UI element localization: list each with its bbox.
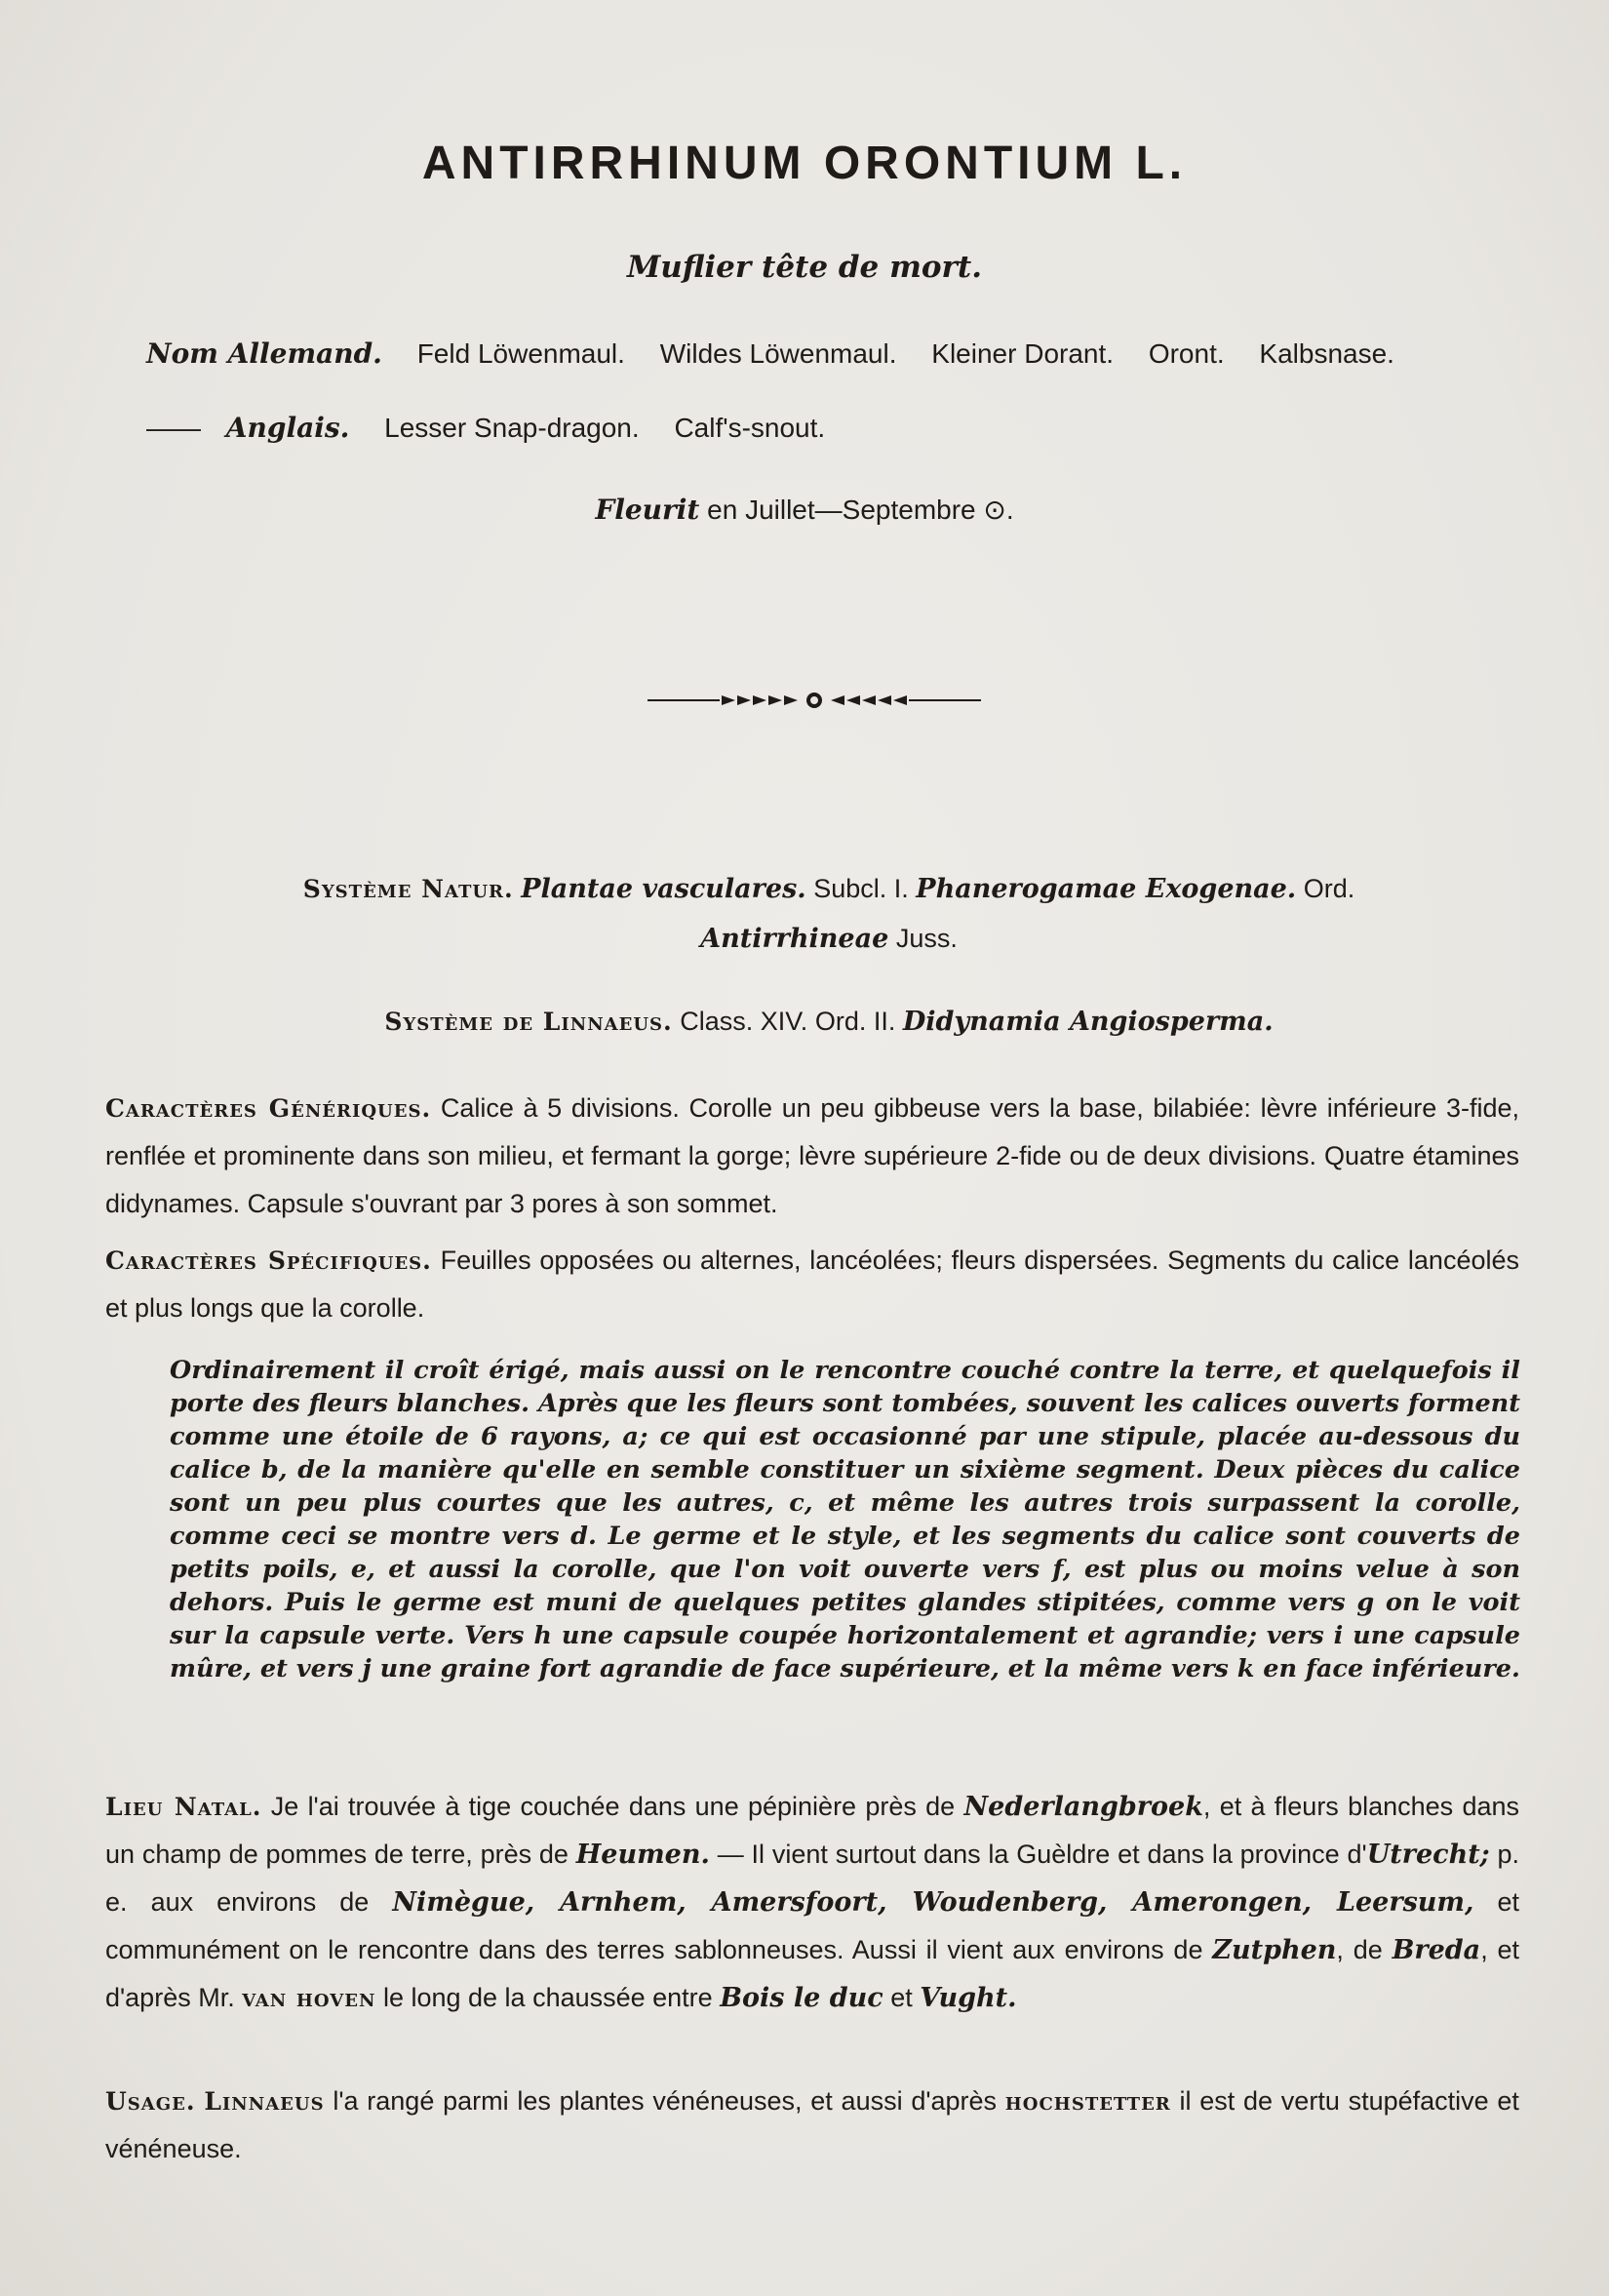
english-name: Lesser Snap-dragon. — [384, 413, 640, 443]
generic-label: Caractères Génériques. — [105, 1094, 432, 1123]
habitat-text: , de — [1336, 1935, 1383, 1964]
english-label: Anglais. — [225, 412, 350, 444]
place-name: Vught. — [920, 1983, 1017, 2013]
place-name: Bois le duc — [720, 1983, 883, 2013]
german-name: Feld Löwenmaul. — [416, 338, 625, 369]
habitat-text: Je l'ai trouvée à tige couchée dans une pépinière près de — [270, 1792, 956, 1821]
generic-characters — [105, 1085, 1519, 1228]
natural-system-part: Plantae vasculares. — [521, 874, 806, 904]
page-title: ANTIRRHINUM ORONTIUM L. — [421, 138, 1188, 189]
habitat-text: , et d'après Mr. — [105, 1935, 1520, 2012]
observation-paragraph: Ordinairement il croît érigé, mais aussi on le rencontre couché contre la terre, et quelquefois il porte des fleurs blanches. Après que les fleurs sont tombées, souvent les calices ouverts forment comme une étoile de 6 rayons, a; ce qui est occasionné par une stipule, placée au-dessous du calice b, de la manière qu'elle en semble constituer un sixième segment. Deux pièces du calice sont un peu plus courtes que les autres, c, et même les autres trois surpassent la corolle, comme ceci se montre vers d. Le germe et le style, et les segments du calice sont couverts de petits poils, e, et aussi la corolle, que l'on voit ouverte vers f, est plus ou moins velue à son dehors. Puis le germe est muni de quelques petites glandes stipitées, comme vers g on le voit sur la capsule verte. Vers h une capsule coupée horizontalement et agrandie; vers i une capsule mûre, et vers j une graine fort agrandie de face supérieure, et la même vers k en face inférieure. — [170, 1356, 1520, 1683]
natural-system-part: Antirrhineae — [700, 924, 889, 954]
german-name: Kleiner Dorant. — [931, 338, 1115, 369]
usage-label: Usage. — [105, 2087, 196, 2116]
person-name: van hoven — [242, 1984, 376, 2012]
generic-text: Calice à 5 divisions. Corolle un peu gibbeuse vers la base, bilabiée: lèvre inférieure 3-fide, renflée et prominente dans son milieu, et fermant la gorge; lèvre supérieure 2-fide ou de deux divisions. Quatre étamines didynames. Capsule s'ouvrant par 3 pores à son sommet. — [105, 1093, 1519, 1218]
flowering-text: en Juillet—Septembre ⊙. — [707, 495, 1014, 525]
place-name: Heumen. — [575, 1840, 710, 1870]
natural-system-part: Juss. — [895, 924, 958, 953]
place-name: Zutphen — [1212, 1935, 1337, 1965]
ditto-dash: —— — [146, 413, 201, 443]
usage-text: il est de vertu stupéfactive et vénéneuse. — [105, 2086, 1519, 2163]
habitat-paragraph — [105, 1783, 1519, 2022]
usage-paragraph — [105, 2078, 1519, 2173]
linnaean-system-part: Class. XIV. — [680, 1007, 808, 1036]
habitat-text: et — [890, 1983, 913, 2012]
natural-system — [146, 864, 1511, 964]
natural-system-part: Ord. — [1303, 874, 1355, 903]
flowering-line — [0, 494, 1609, 526]
ornament-divider — [644, 689, 985, 712]
common-name: Muflier tête de mort. — [626, 250, 982, 285]
place-name: Utrecht; — [1366, 1840, 1490, 1870]
flowering-label: Fleurit — [595, 494, 700, 526]
person-name: Linnaeus — [204, 2087, 325, 2116]
habitat-text: le long de la chaussée entre — [382, 1983, 713, 2012]
natural-system-part: Phanerogamae Exogenae. — [916, 874, 1297, 904]
german-name: Wildes Löwenmaul. — [659, 338, 897, 369]
linnaean-system-part: Didynamia Angiosperma. — [902, 1007, 1274, 1037]
linnaean-system — [146, 997, 1511, 1047]
specific-label: Caractères Spécifiques. — [105, 1247, 432, 1275]
habitat-text: et communément on le rencontre dans des terres sablonneuses. Aussi il vient aux environs de — [105, 1887, 1519, 1964]
german-label: Nom Allemand. — [146, 337, 382, 370]
specific-text: Feuilles opposées ou alternes, lancéolées; fleurs dispersées. Segments du calice lancéolés et plus longs que la corolle. — [105, 1246, 1519, 1323]
english-name: Calf's-snout. — [674, 413, 826, 443]
natural-system-label: Système Natur. — [302, 875, 514, 903]
linnaean-system-part: Ord. II. — [814, 1007, 896, 1036]
natural-system-part: Subcl. I. — [813, 874, 909, 903]
linnaean-system-label: Système de Linnaeus. — [384, 1008, 673, 1036]
person-name: hochstetter — [1004, 2087, 1171, 2116]
habitat-text: — Il vient surtout dans la Guèldre et dans la province d' — [717, 1840, 1367, 1869]
german-name: Oront. — [1148, 338, 1225, 369]
usage-text: l'a rangé parmi les plantes vénéneuses, et aussi d'après — [333, 2086, 998, 2116]
place-name: Breda — [1392, 1935, 1481, 1965]
specific-characters — [105, 1237, 1519, 1332]
habitat-text: , et à fleurs blanches dans un champ de pommes de terre, près de — [105, 1792, 1520, 1869]
german-names-row — [146, 337, 1511, 370]
place-name: Nimègue, Arnhem, Amersfoort, Woudenberg, Amerongen, Leersum, — [392, 1887, 1474, 1918]
habitat-label: Lieu Natal. — [105, 1793, 262, 1821]
german-name: Kalbsnase. — [1259, 338, 1394, 369]
habitat-text: p. e. aux environs de — [105, 1840, 1519, 1917]
english-names-row — [146, 412, 1511, 444]
place-name: Nederlangbroek — [963, 1792, 1203, 1822]
